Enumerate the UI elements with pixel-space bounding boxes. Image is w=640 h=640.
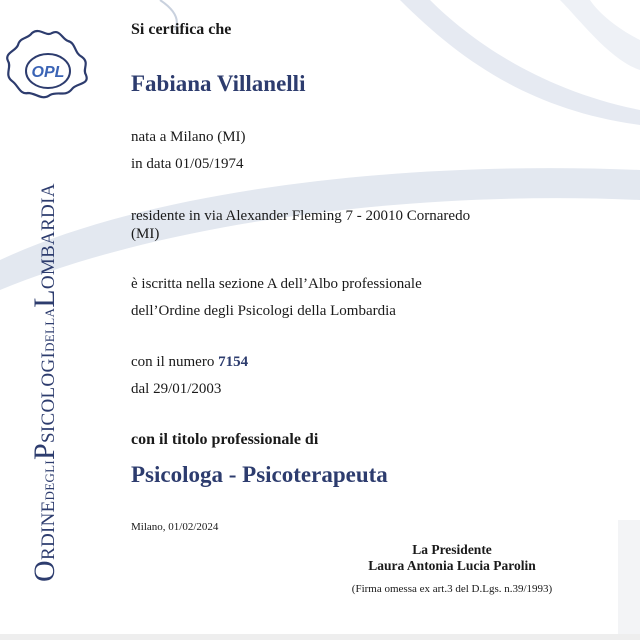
opl-logo: [2, 25, 90, 110]
title-label: con il titolo professionale di: [131, 431, 319, 448]
section-line2: dell’Ordine degli Psicologi della Lombardia: [131, 303, 396, 319]
place-date: Milano, 01/02/2024: [131, 521, 219, 533]
residence-line1: residente in via Alexander Fleming 7 - 20010 Cornaredo: [131, 208, 471, 224]
registration-number: 7154: [218, 354, 249, 370]
birth-place: nata a Milano (MI): [131, 129, 246, 145]
number-label: con il numero: [131, 354, 215, 370]
svg-text:OPL: OPL: [31, 64, 65, 81]
birth-date: in data 01/05/1974: [131, 156, 244, 172]
registration-since: dal 29/01/2003: [131, 381, 222, 397]
section-line1: è iscritta nella sezione A dell’Albo professionale: [131, 276, 422, 292]
signature-note: (Firma omessa ex art.3 del D.Lgs. n.39/1993): [351, 583, 553, 595]
registration-number-line: [131, 354, 248, 371]
intro-text: Si certifica che: [131, 21, 232, 38]
holder-name: Fabiana Villanelli: [131, 71, 306, 96]
signer-role: La Presidente: [412, 542, 492, 557]
logo-vertical-text: ORDINEDEGLIPSICOLOGIDELLALOMBARDIA: [28, 183, 61, 582]
residence-line2: (MI): [131, 226, 160, 242]
signer-name: Laura Antonia Lucia Parolin: [368, 558, 536, 573]
professional-title: Psicologa - Psicoterapeuta: [131, 462, 388, 487]
